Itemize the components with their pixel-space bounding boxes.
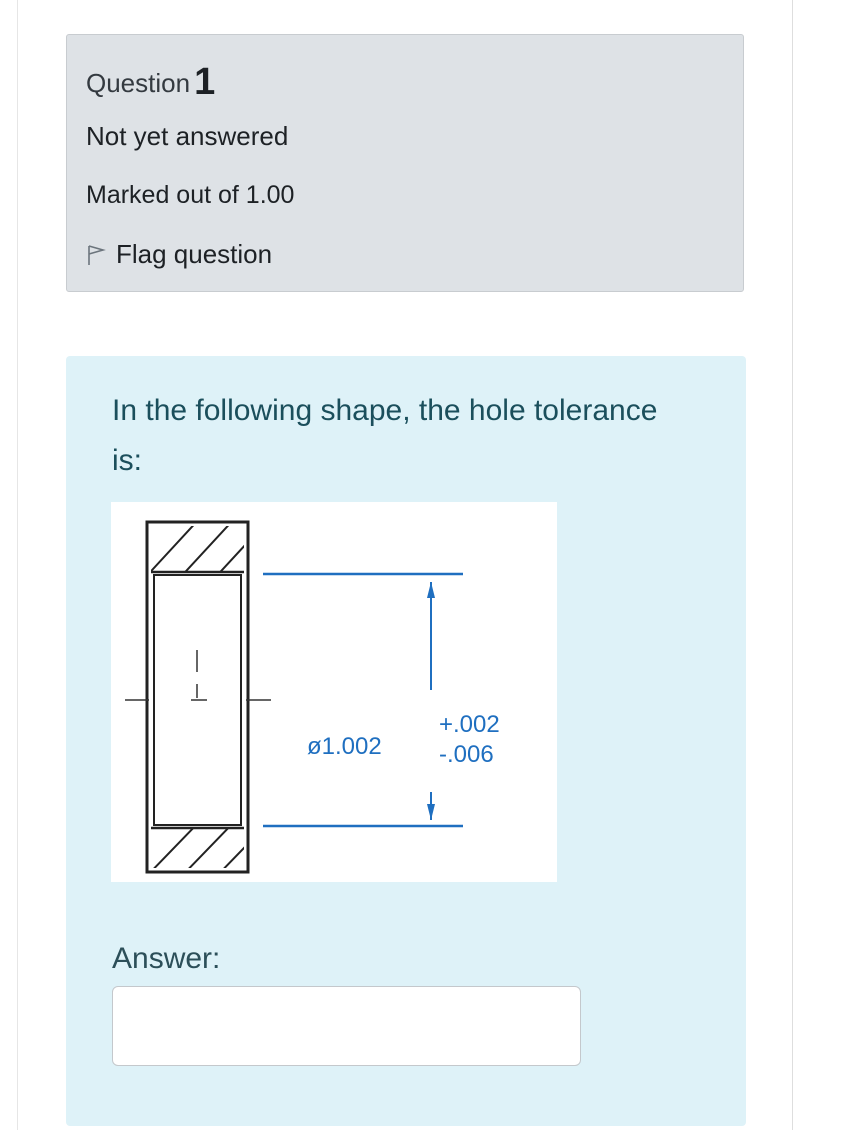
flag-icon [86, 244, 106, 266]
page-right-border [792, 0, 793, 1130]
question-content-panel [66, 356, 746, 1126]
flag-question-link[interactable] [86, 239, 272, 270]
question-number-heading [86, 59, 215, 102]
lower-deviation-text: -.006 [439, 741, 494, 768]
lower-arrowhead [427, 804, 435, 820]
question-number: 1 [194, 61, 216, 103]
question-text: In the following shape, the hole tolerance is: [112, 394, 658, 477]
answer-label: Answer: [112, 942, 221, 975]
flag-question-label: Flag question [116, 239, 273, 269]
upper-arrowhead [427, 582, 435, 598]
tolerance-drawing [111, 502, 557, 882]
page-left-border [17, 0, 18, 1130]
upper-deviation-text: +.002 [439, 711, 500, 738]
tolerance-drawing-svg [111, 502, 557, 882]
question-state: Not yet answered [86, 121, 289, 151]
question-label: Question [86, 68, 191, 98]
dimension-base-text: ø1.002 [307, 733, 382, 760]
question-info-panel [66, 34, 744, 292]
answer-input[interactable] [112, 986, 581, 1066]
question-grade: Marked out of 1.00 [86, 181, 295, 209]
